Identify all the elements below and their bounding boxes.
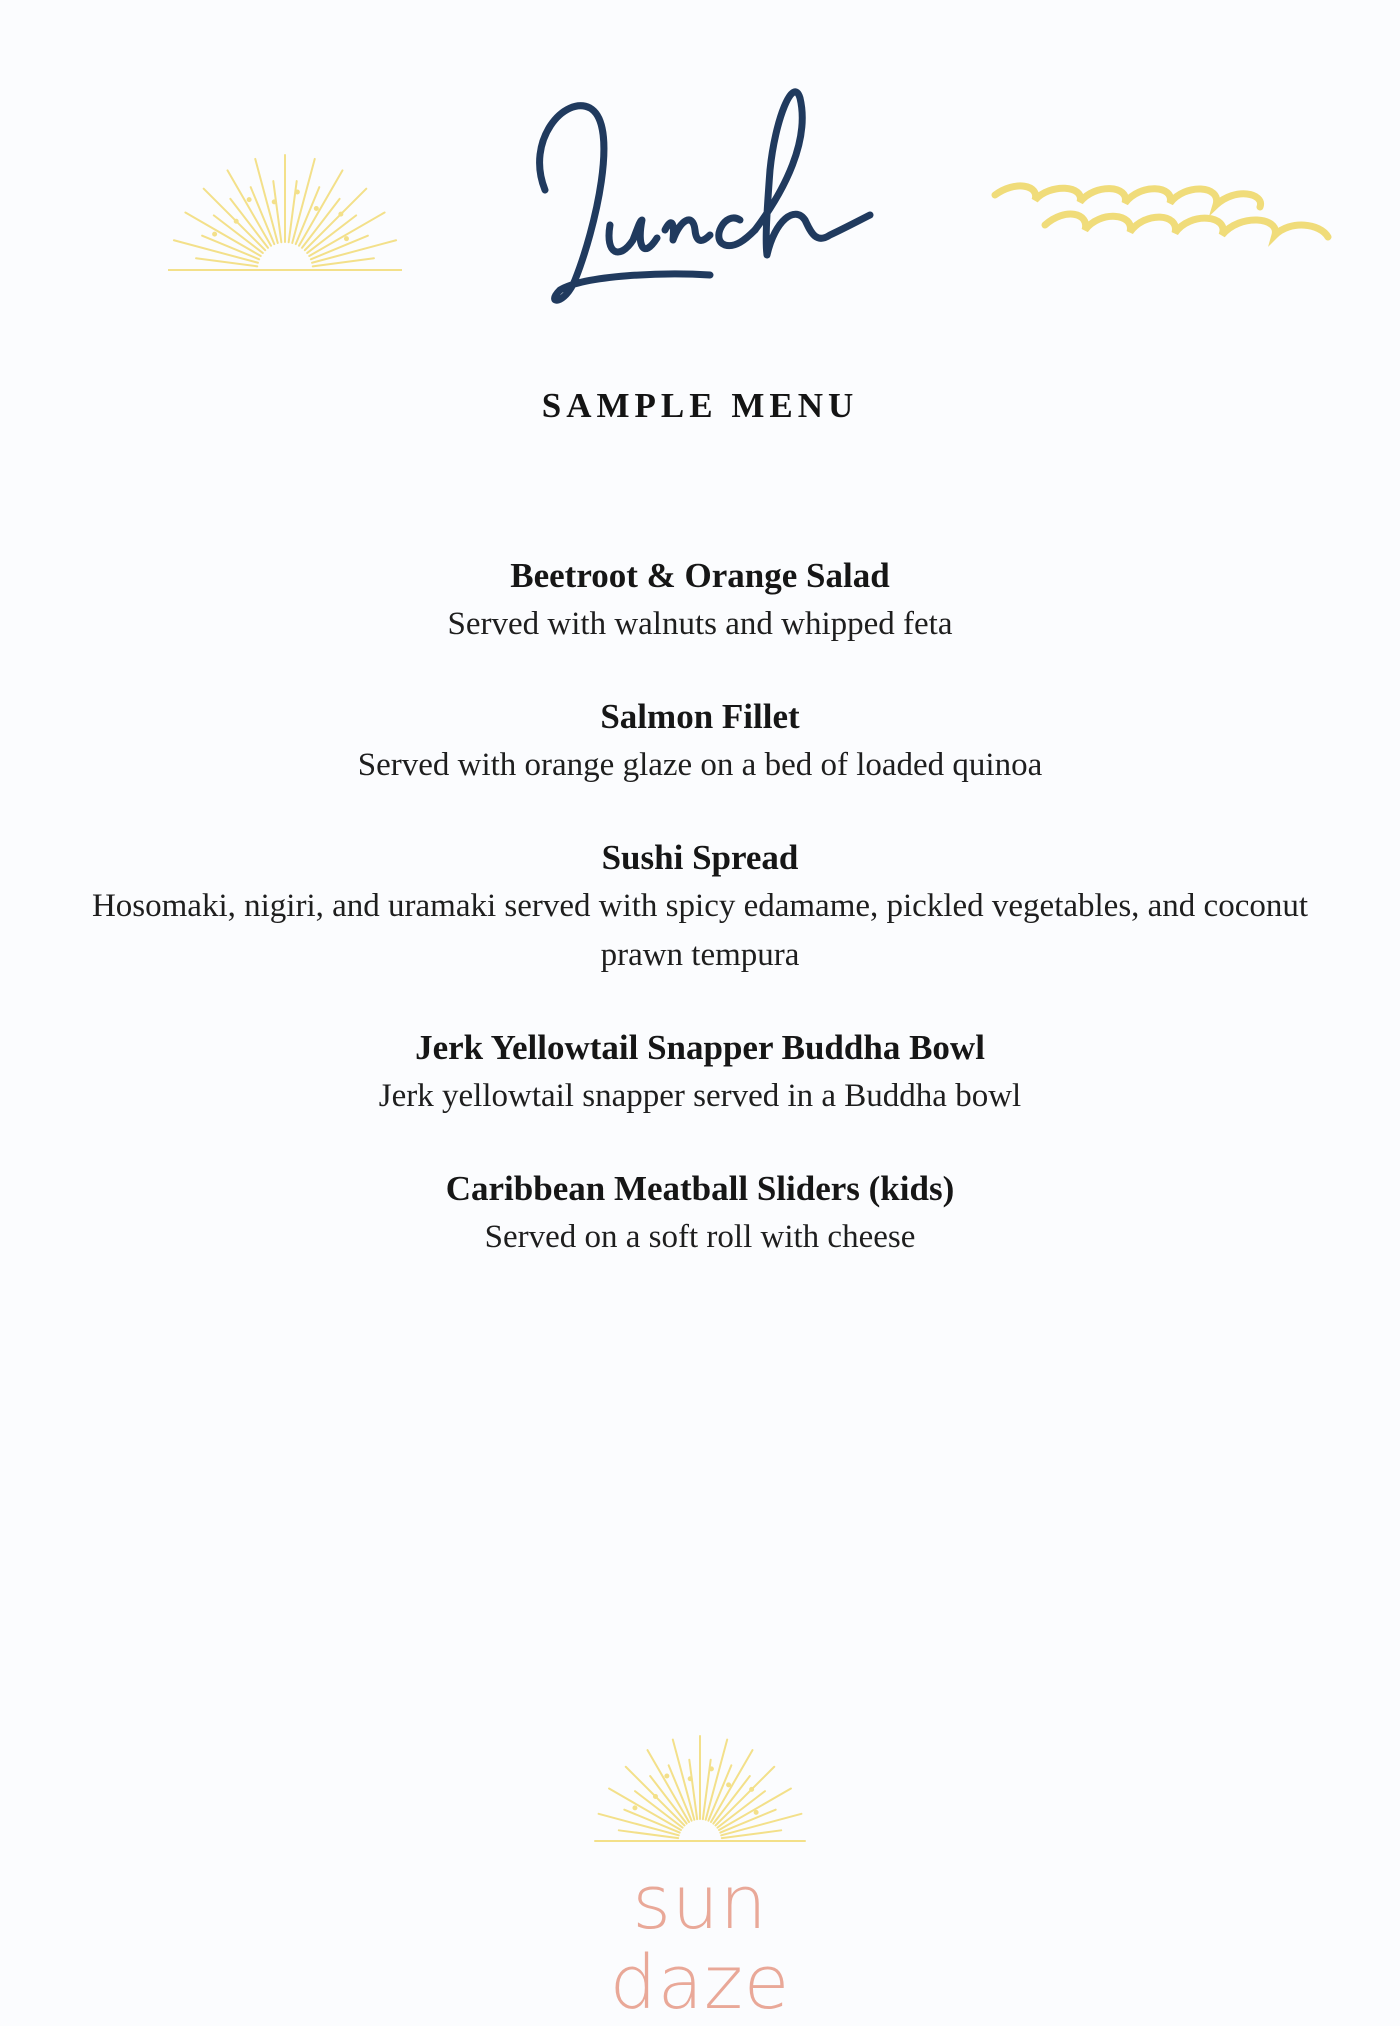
sunburst-icon [140, 140, 430, 290]
menu-item-description: Served with walnuts and whipped feta [447, 606, 953, 642]
menu-subtitle: SAMPLE MENU [541, 386, 859, 425]
menu-item-name: Beetroot & Orange Salad [510, 556, 890, 595]
menu-item-description: Served on a soft roll with cheese [484, 1219, 916, 1255]
page-title [525, 80, 885, 310]
menu-item-name: Jerk Yellowtail Snapper Buddha Bowl [415, 1028, 985, 1067]
brand-logo [540, 1725, 860, 2026]
menu-item [90, 693, 1310, 790]
menu-item-description: Served with orange glaze on a bed of loaded quinoa [357, 747, 1043, 783]
menu-item [90, 1024, 1310, 1121]
sunburst-icon [585, 1725, 815, 1855]
brand-name: sun daze [609, 1860, 791, 2026]
menu-item-name: Sushi Spread [601, 838, 799, 877]
menu-item-name: Caribbean Meatball Sliders (kids) [445, 1169, 955, 1208]
menu-list [90, 552, 1310, 1306]
lunch-script-title [525, 80, 885, 310]
waves-icon [990, 175, 1335, 250]
menu-item-description: Jerk yellowtail snapper served in a Buddha bowl [378, 1078, 1022, 1114]
menu-item [90, 1165, 1310, 1262]
menu-item [90, 834, 1310, 980]
menu-item [90, 552, 1310, 649]
menu-item-description: Hosomaki, nigiri, and uramaki served with spicy edamame, pickled vegetables, and coconut prawn tempura [91, 888, 1309, 973]
menu-item-name: Salmon Fillet [600, 697, 800, 736]
